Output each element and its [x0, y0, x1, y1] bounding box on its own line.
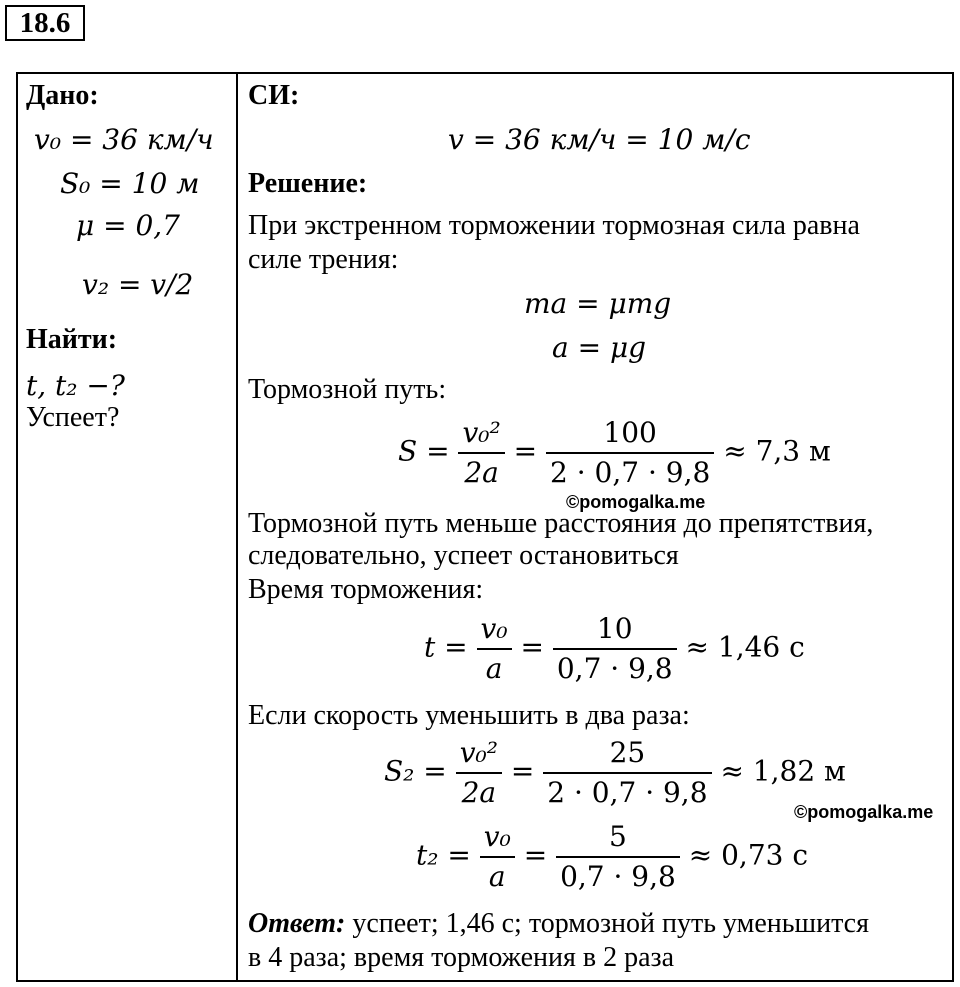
eq-rhs: ≈ 1,82 м: [720, 754, 846, 788]
solution-table: [16, 72, 954, 982]
watermark: ©pomogalka.me: [566, 492, 706, 512]
fraction-denominator: 2 · 0,7 · 9,8: [547, 776, 708, 809]
fraction-denominator: a: [485, 652, 503, 685]
eq-lhs: S =: [398, 434, 450, 468]
watermark: ©pomogalka.me: [794, 802, 934, 822]
text-line: Время торможения:: [248, 574, 484, 605]
find-line: Успеет?: [26, 402, 120, 433]
equation-braking-time: t = $\frac{\text{v₀}}{a}$ = $\frac{10}{0,7 \cdot 9,8}$ ≈ 1,46 с: [424, 610, 805, 688]
given-line: v₂ = v/2: [82, 268, 194, 301]
solution-title: Решение:: [248, 168, 368, 199]
fraction-numerator: 100: [546, 414, 714, 454]
equation-braking-distance: S = $\frac{\text{v₀²}}{2a}$ = $\frac{100}{2 \cdot 0,7 \cdot 9,8}$ ≈ 7,3 м: [398, 414, 831, 492]
fraction-denominator: 0,7 · 9,8: [556, 652, 673, 685]
fraction: [456, 734, 502, 812]
fraction-numerator: 5: [556, 818, 680, 858]
answer-label: Ответ:: [248, 908, 346, 939]
fraction: [458, 414, 504, 492]
text-line: Тормозной путь:: [248, 374, 447, 405]
equation: ma = μmg: [524, 287, 672, 320]
fraction-denominator: 0,7 · 9,8: [560, 860, 676, 893]
eq-lhs: t =: [424, 630, 468, 664]
fraction-numerator: v₀²: [456, 734, 502, 774]
si-conversion: v = 36 км/ч = 10 м/с: [448, 123, 751, 156]
find-line: t, t₂ −?: [26, 369, 125, 402]
eq-rhs: ≈ 0,73 с: [688, 838, 809, 872]
text-line: При экстренном торможении тормозная сила равна: [248, 210, 860, 241]
text-line: следовательно, успеет остановиться: [248, 540, 679, 571]
answer-line: в 4 раза; время торможения в 2 раза: [248, 942, 675, 973]
given-line: v₀ = 36 км/ч: [34, 123, 214, 156]
fraction-numerator: 25: [543, 734, 711, 774]
fraction: [543, 734, 711, 812]
text-line: Если скорость уменьшить в два раза:: [248, 700, 690, 731]
fraction-numerator: 10: [553, 610, 677, 650]
fraction: [477, 610, 512, 688]
equation: a = μg: [552, 331, 647, 364]
given-title: Дано:: [26, 80, 99, 111]
fraction-denominator: 2a: [461, 776, 497, 809]
fraction-denominator: 2a: [464, 456, 499, 489]
answer-text: успеет; 1,46 с; тормозной путь уменьшится: [345, 908, 869, 939]
text-line: Тормозной путь меньше расстояния до препятствия,: [248, 508, 874, 539]
equation-braking-distance-2: S₂ = $\frac{\text{v₀²}}{2a}$ = $\frac{25}{2 \cdot 0,7 \cdot 9,8}$ ≈ 1,82 м: [384, 734, 846, 812]
equation-braking-time-2: t₂ = $\frac{\text{v₀}}{a}$ = $\frac{5}{0,7 \cdot 9,8}$ ≈ 0,73 с: [416, 818, 808, 896]
problem-number: 18.6: [5, 5, 85, 41]
fraction: [553, 610, 677, 688]
answer-line: [248, 908, 869, 940]
eq-rhs: ≈ 1,46 с: [685, 630, 805, 664]
fraction-denominator: a: [488, 860, 506, 893]
fraction-numerator: v₀: [480, 818, 515, 858]
fraction-denominator: 2 · 0,7 · 9,8: [550, 456, 711, 489]
eq-lhs: t₂ =: [416, 838, 471, 872]
given-line: S₀ = 10 м: [60, 167, 200, 200]
fraction: [546, 414, 714, 492]
fraction: [556, 818, 680, 896]
si-title: СИ:: [248, 80, 300, 111]
find-title: Найти:: [26, 324, 118, 355]
fraction-numerator: v₀²: [458, 414, 504, 454]
text-line: силе трения:: [248, 244, 399, 275]
fraction-numerator: v₀: [477, 610, 512, 650]
fraction: [480, 818, 515, 896]
eq-rhs: ≈ 7,3 м: [723, 434, 831, 468]
column-divider: [236, 74, 238, 980]
given-line: μ = 0,7: [76, 209, 180, 242]
eq-lhs: S₂ =: [384, 754, 447, 788]
